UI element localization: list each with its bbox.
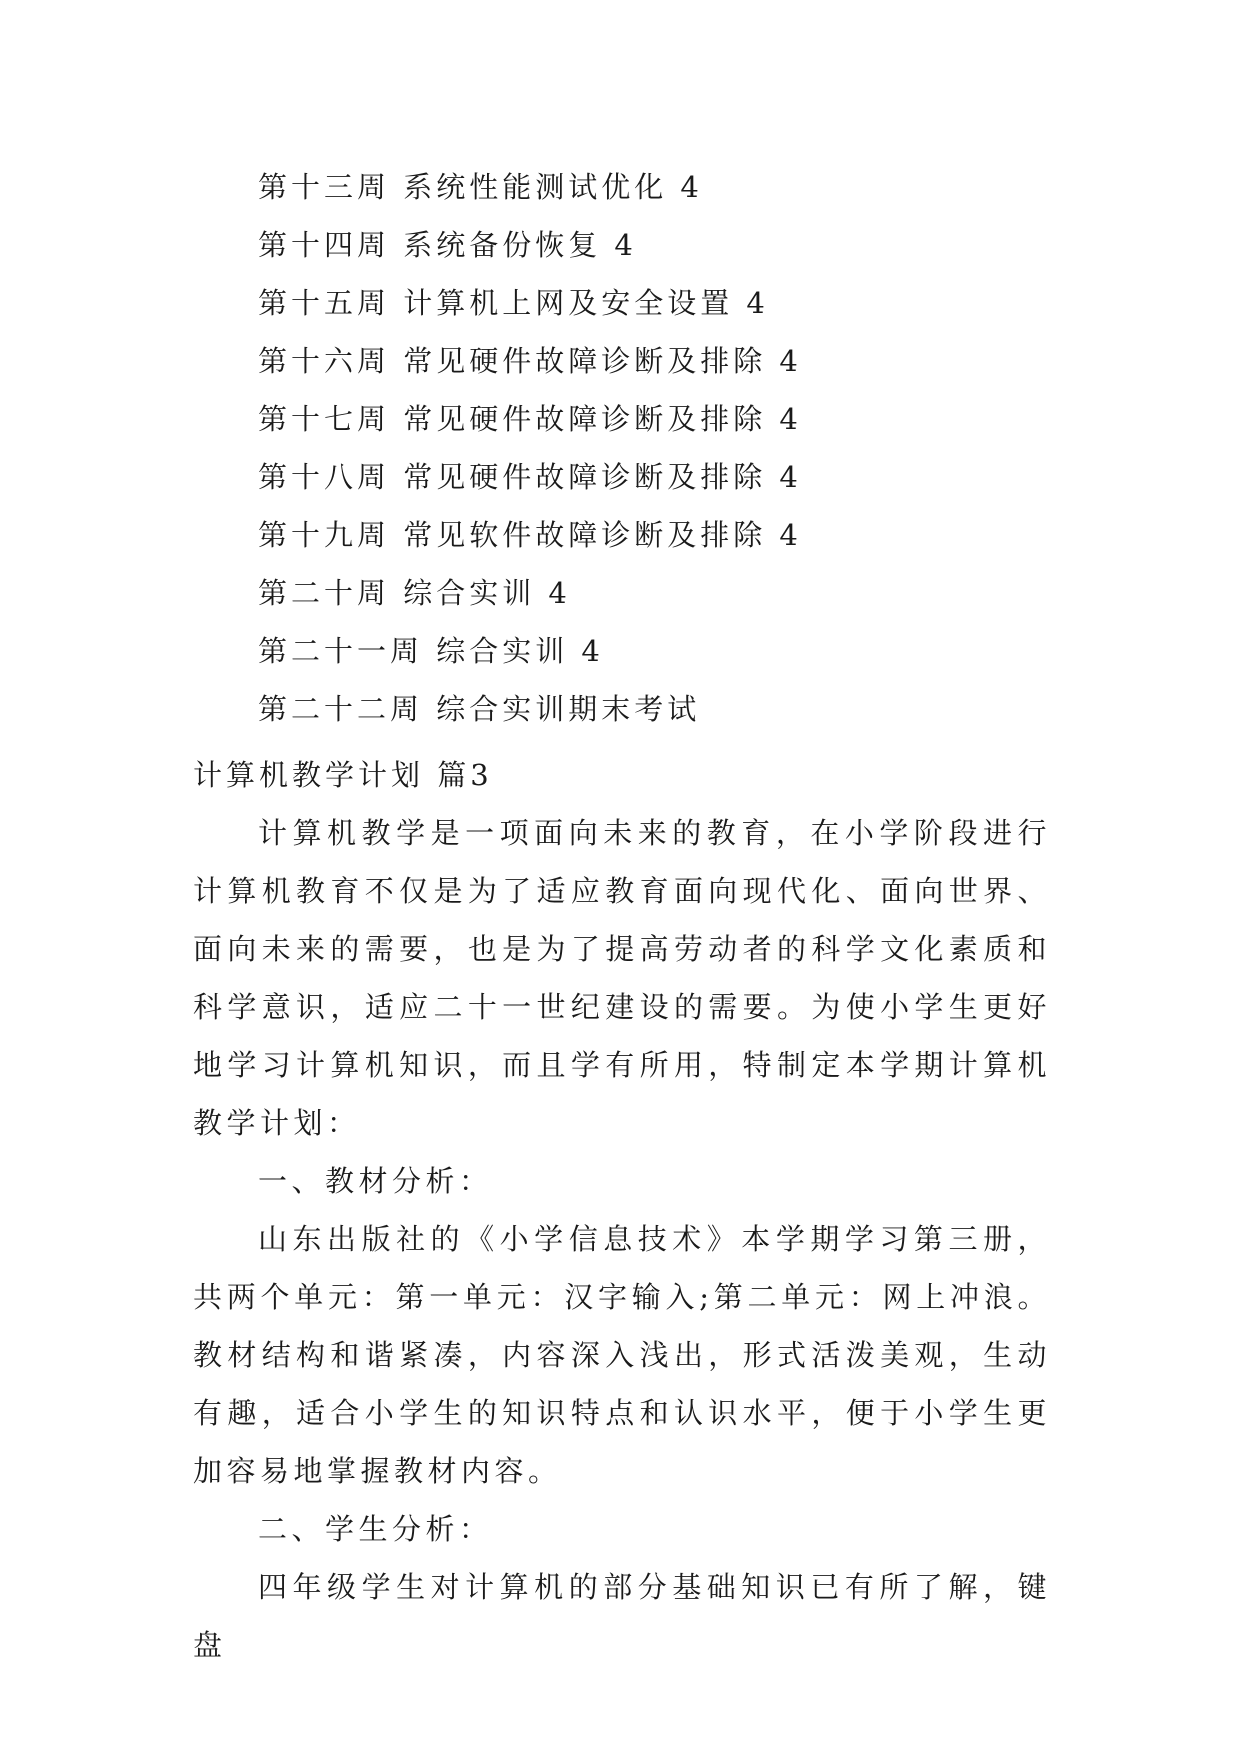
schedule-item: 第二十二周 综合实训期末考试	[258, 692, 701, 726]
student-analysis-paragraph: 四年级学生对计算机的部分基础知识已有所了解，键盘	[193, 1570, 1051, 1662]
body-text	[193, 804, 1051, 1674]
schedule-item: 第十九周 常见软件故障诊断及排除 4	[258, 518, 802, 552]
schedule-item: 第十四周 系统备份恢复 4	[258, 228, 637, 262]
heading-student-analysis: 二、学生分析：	[258, 1512, 493, 1546]
schedule-item: 第二十一周 综合实训 4	[258, 634, 604, 668]
intro-paragraph: 计算机教学是一项面向未来的教育，在小学阶段进行计算机教育不仅是为了适应教育面向现代化、面向世界、面向未来的需要，也是为了提高劳动者的科学文化素质和科学意识，适应二十一世纪建设的需要。为使小学生更好地学习计算机知识，而且学有所用，特制定本学期计算机教学计划：	[193, 816, 1051, 1140]
section-title: 计算机教学计划 篇3	[193, 758, 493, 792]
textbook-analysis-paragraph: 山东出版社的《小学信息技术》本学期学习第三册，共两个单元：第一单元：汉字输入;第二单元：网上冲浪。教材结构和谐紧凑，内容深入浅出，形式活泼美观，生动有趣，适合小学生的知识特点和认识水平，便于小学生更加容易地掌握教材内容。	[193, 1222, 1051, 1488]
weekly-schedule-list	[258, 158, 802, 738]
schedule-item: 第十五周 计算机上网及安全设置 4	[258, 286, 769, 320]
schedule-item: 第十三周 系统性能测试优化 4	[258, 170, 703, 204]
schedule-item: 第十六周 常见硬件故障诊断及排除 4	[258, 344, 802, 378]
heading-textbook-analysis: 一、教材分析：	[258, 1164, 493, 1198]
schedule-item: 第二十周 综合实训 4	[258, 576, 571, 610]
schedule-item: 第十七周 常见硬件故障诊断及排除 4	[258, 402, 802, 436]
schedule-item: 第十八周 常见硬件故障诊断及排除 4	[258, 460, 802, 494]
